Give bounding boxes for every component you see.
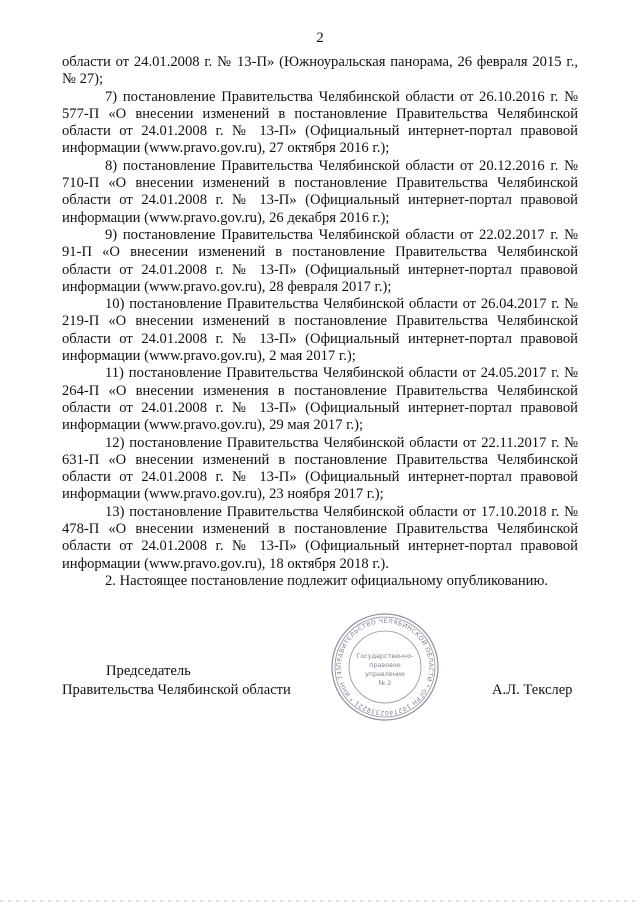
signature-title-line2: Правительства Челябинской области: [62, 682, 291, 698]
seal-graphic: [330, 612, 440, 722]
page-number: 2: [316, 30, 324, 46]
paragraph: 12) постановление Правительства Челябинской области от 22.11.2017 г. № 631-П «О внесении изменений в постановление Правительства Челябинской области от 24.01.2008 г. № 13-П» (Официальный интернет-портал правовой информации (www.pravo.gov.ru), 23 ноября 2017 г.);: [62, 434, 578, 503]
svg-text:ПРАВИТЕЛЬСТВО ЧЕЛЯБИНСКОЙ ОБЛА: ПРАВИТЕЛЬСТВО ЧЕЛЯБИНСКОЙ ОБЛАСТИ * ОГРН 1027402338221 * ИНН 745: [335, 617, 435, 717]
paragraph: 8) постановление Правительства Челябинской области от 20.12.2016 г. № 710-П «О внесении изменений в постановление Правительства Челябинской области от 24.01.2008 г. № 13-П» (Официальный интернет-портал правовой информации (www.pravo.gov.ru), 26 декабря 2016 г.);: [62, 157, 578, 226]
svg-text:управление: управление: [365, 670, 405, 678]
signature-name: А.Л. Текслер: [492, 682, 573, 698]
svg-text:№ 2: № 2: [378, 679, 392, 687]
paragraph: 9) постановление Правительства Челябинской области от 22.02.2017 г. № 91-П «О внесении изменений в постановление Правительства Челябинской области от 24.01.2008 г. № 13-П» (Официальный интернет-портал правовой информации (www.pravo.gov.ru), 28 февраля 2017 г.);: [62, 226, 578, 295]
svg-text:Государственно-: Государственно-: [356, 652, 414, 660]
paragraph: 7) постановление Правительства Челябинской области от 26.10.2016 г. № 577-П «О внесении изменений в постановление Правительства Челябинской области от 24.01.2008 г. № 13-П» (Официальный интернет-портал правовой информации (www.pravo.gov.ru), 27 октября 2016 г.);: [62, 88, 578, 157]
paragraph: 13) постановление Правительства Челябинской области от 17.10.2018 г. № 478-П «О внесении изменений в постановление Правительства Челябинской области от 24.01.2008 г. № 13-П» (Официальный интернет-портал правовой информации (www.pravo.gov.ru), 18 октября 2018 г.).: [62, 503, 578, 572]
paragraph: 10) постановление Правительства Челябинской области от 26.04.2017 г. № 219-П «О внесении изменений в постановление Правительства Челябинской области от 24.01.2008 г. № 13-П» (Официальный интернет-портал правовой информации (www.pravo.gov.ru), 2 мая 2017 г.);: [62, 296, 578, 365]
paragraph: 2. Настоящее постановление подлежит официальному опубликованию.: [105, 572, 549, 589]
signature-title-line1: Председатель: [106, 663, 191, 679]
signature-title: [62, 662, 312, 700]
paragraph: 11) постановление Правительства Челябинской области от 24.05.2017 г. № 264-П «О внесении изменения в постановление Правительства Челябинской области от 24.01.2008 г. № 13-П» (Официальный интернет-портал правовой информации (www.pravo.gov.ru), 29 мая 2017 г.);: [62, 365, 578, 434]
svg-text:правовое: правовое: [369, 661, 401, 669]
official-seal-stamp: [330, 612, 440, 722]
paragraph: области от 24.01.2008 г. № 13-П» (Южноуральская панорама, 26 февраля 2015 г., № 27);: [62, 54, 578, 88]
scan-edge-artifact: [0, 897, 640, 905]
document-body: [62, 54, 578, 590]
